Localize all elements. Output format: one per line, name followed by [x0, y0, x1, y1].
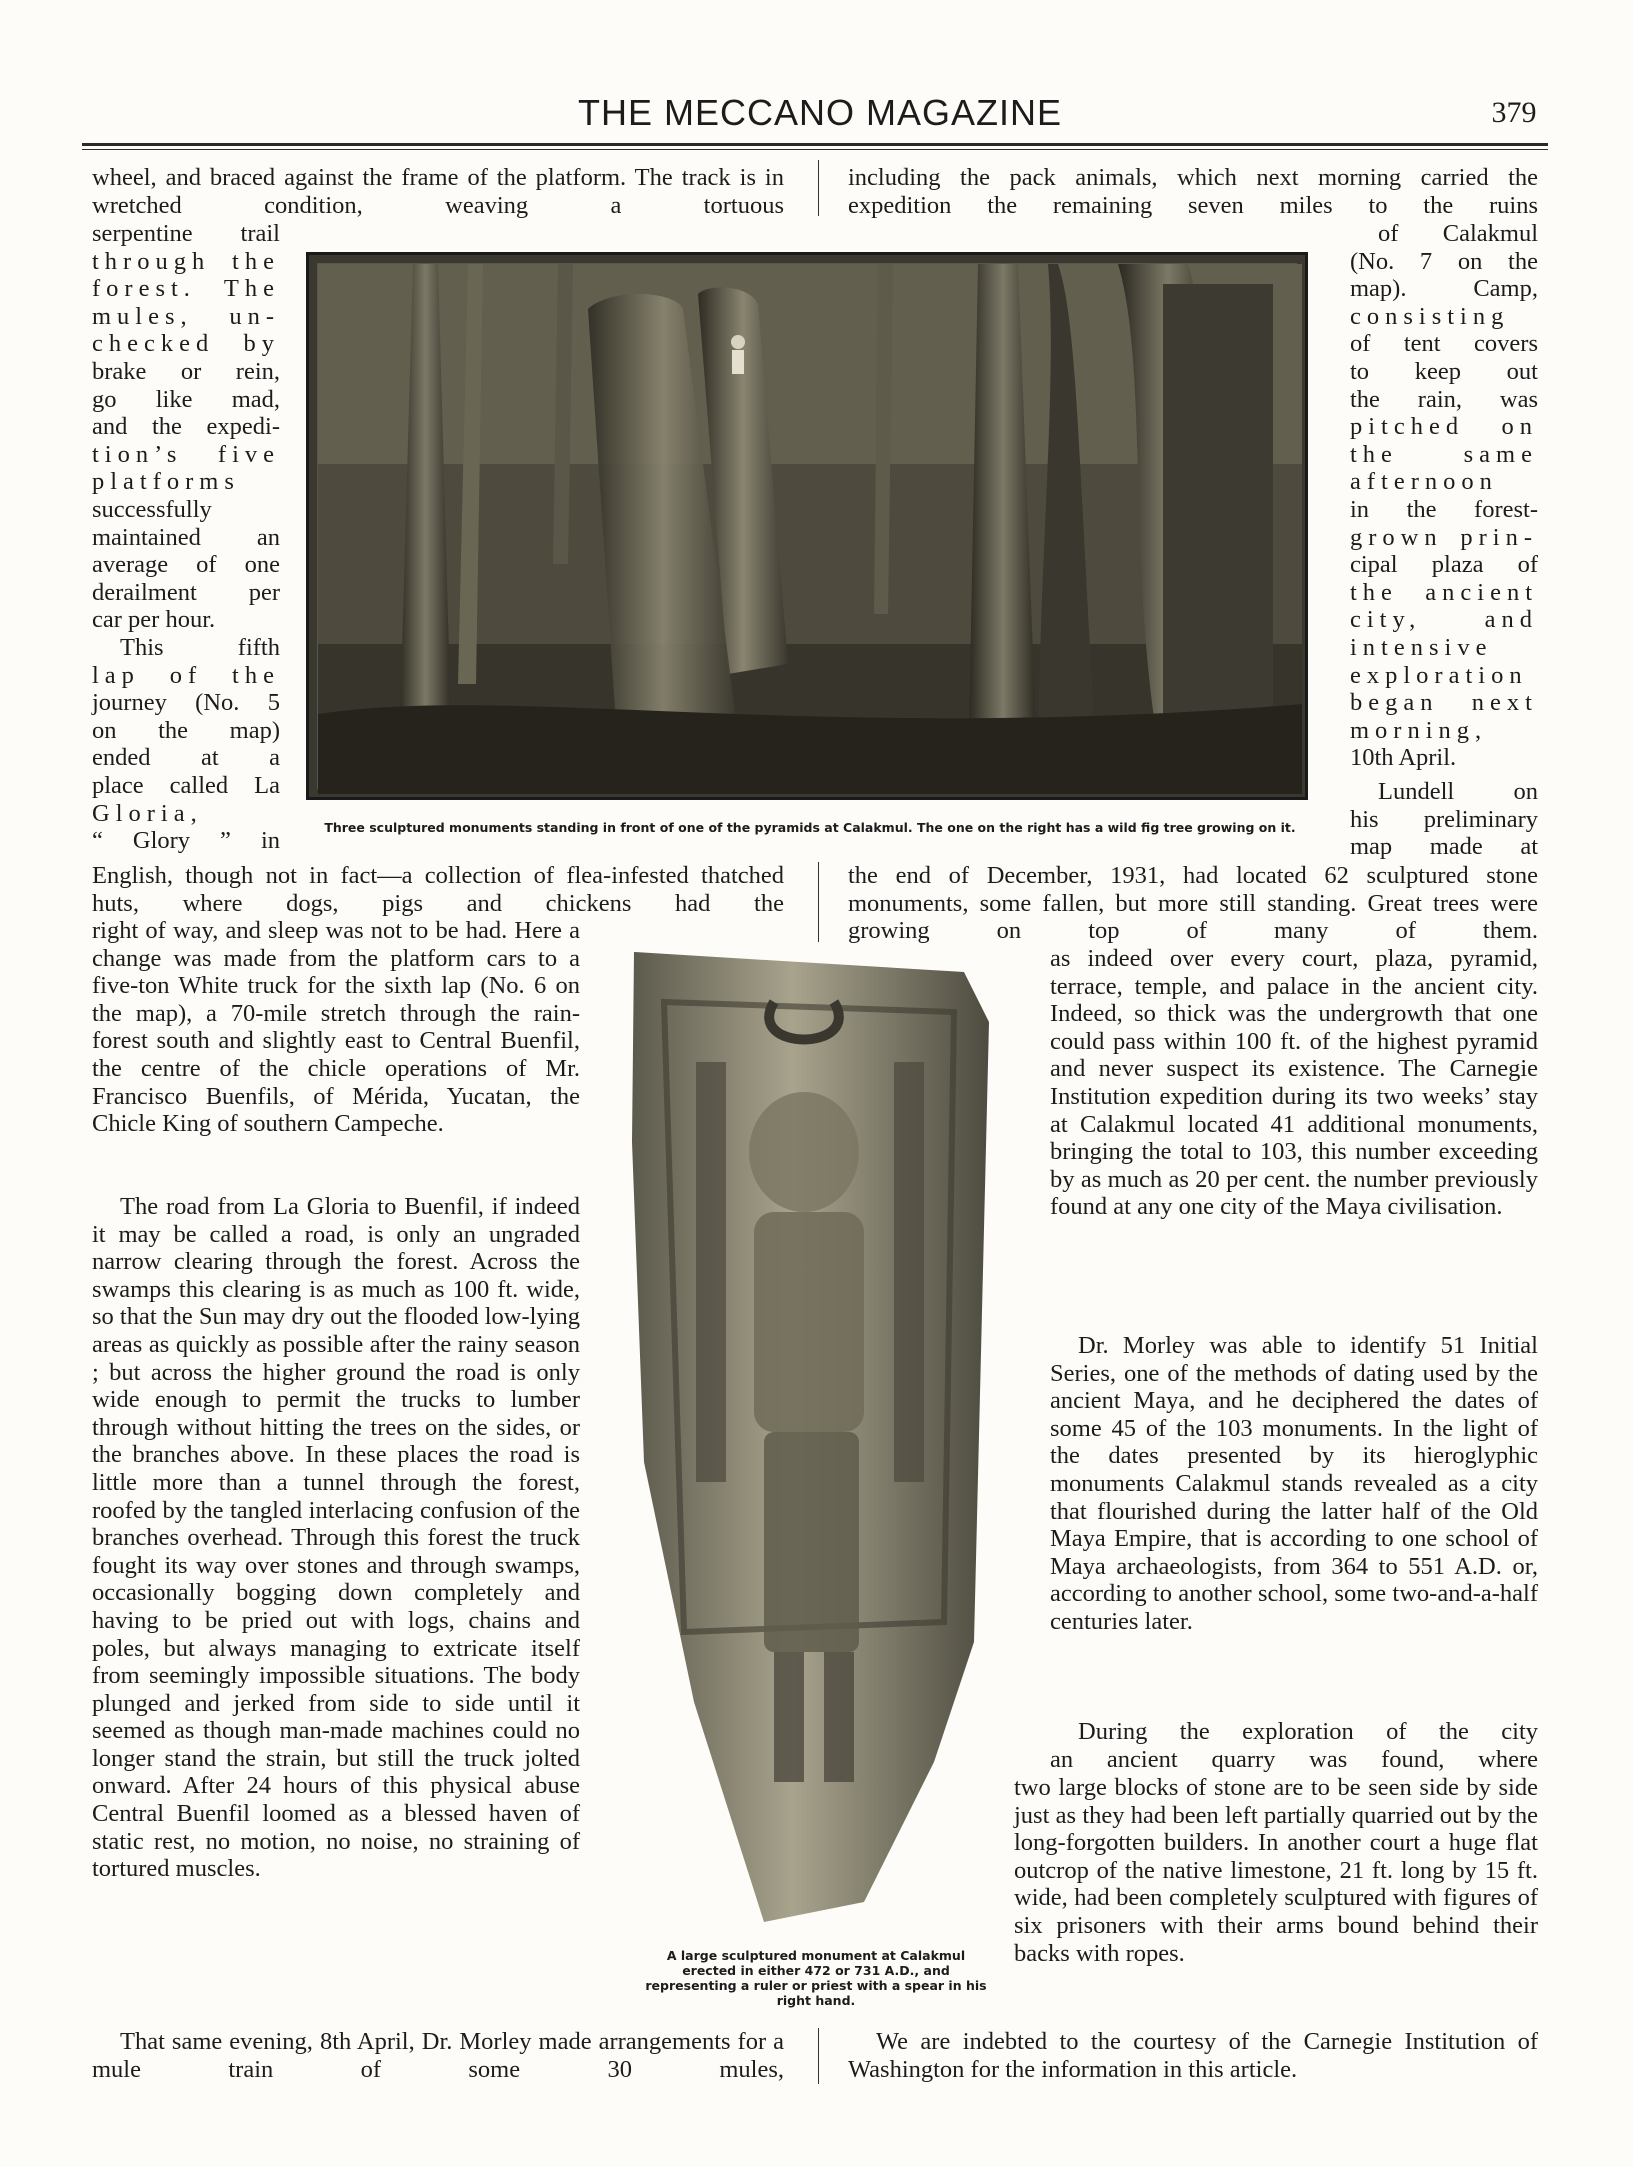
- line: exploration: [1350, 661, 1528, 689]
- right-mid-text-1: as indeed over every court, plaza, pyramid, terrace, temple, and palace in the ancient city. Indeed, so thick was the undergrowth that one could pass within 100 ft. of the highest pyramid and never suspect its existence. The Carnegie Institution expedition during its two weeks’ stay at Calakmul located 41 additional monuments, bringing the total to 103, this number exceeding by as much as 20 per cent. the number previously found at any one city of the Maya civilisation.: [1050, 945, 1538, 1221]
- right-wide-text: the end of December, 1931, had located 62 sculptured stone monuments, some fallen, but more still standing. Great trees were growing on top of many of them.: [848, 862, 1538, 945]
- column-divider-bottom: [818, 2028, 819, 2084]
- photo-calakmul-monuments: [306, 252, 1308, 800]
- forest-illustration: [318, 264, 1302, 794]
- line: in the forest-: [1350, 495, 1538, 523]
- line: This fifth: [120, 634, 280, 661]
- line: the same: [1350, 440, 1538, 468]
- left-wide-text: English, though not in fact—a collection of flea-infested thatched huts, where dogs, pigs and chickens had the: [92, 862, 784, 917]
- line: intensive: [1350, 633, 1493, 661]
- photo-sculptured-stela: [624, 942, 994, 1932]
- line: 10th April.: [1350, 744, 1457, 772]
- line: go like mad,: [92, 385, 280, 413]
- right-narrow-block-1: [1350, 220, 1538, 772]
- line: maintained an: [92, 523, 280, 551]
- line: serpentine trail: [92, 220, 280, 247]
- line: cipal plaza of: [1350, 551, 1538, 579]
- line: ended at a: [92, 744, 280, 772]
- left-narrow-block-2: [92, 634, 280, 855]
- line: afternoon: [1350, 468, 1498, 496]
- header-rule: [82, 143, 1548, 146]
- photo-forest-scene: [317, 263, 1297, 789]
- line: morning,: [1350, 716, 1488, 744]
- line: “ Glory ” in: [92, 827, 280, 855]
- line: checked by: [92, 330, 280, 358]
- photo2-caption: A large sculptured monument at Calakmul erected in either 472 or 731 A.D., and representing a ruler or priest with a spear in his right hand.: [645, 1948, 987, 2008]
- right-mid-text-3c: two large blocks of stone are to be seen side by side just as they had been left partially quarried out by the long-forgotten builders. In another court a huge flat outcrop of the native limestone, 21 ft. long by 15 ft. wide, had been completely sculptured with figures of six prisoners with their arms bound behind their backs with ropes.: [1014, 1774, 1538, 1967]
- line: pitched on: [1350, 413, 1538, 441]
- line: Gloria,: [92, 799, 203, 827]
- line: journey (No. 5: [92, 689, 280, 717]
- line: platforms: [92, 468, 240, 496]
- line: of tent covers: [1350, 330, 1538, 358]
- left-top-text: wheel, and braced against the frame of the platform. The track is in wretched condition, weaving a tortuous: [92, 164, 784, 219]
- left-bottom-text: That same evening, 8th April, Dr. Morley made arrangements for a mule train of some 30 mules,: [92, 2028, 784, 2083]
- line: to keep out: [1350, 357, 1538, 385]
- line: map made at: [1350, 833, 1538, 861]
- left-mid-text-2: The road from La Gloria to Buenfil, if indeed it may be called a road, is only an ungraded narrow clearing through the forest. Across the swamps this clearing is as much as 100 ft. wide, so that the Sun may dry out the flooded low-lying areas as quickly as possible after the rainy season ; but across the higher ground the road is only wide enough to permit the trucks to lumber through without hitting the trees on the sides, or the branches above. In these places the road is little more than a tunnel through the forest, roofed by the tangled interlacing confusion of the branches overhead. Through this forest the truck fought its way over stones and through swamps, occasionally bogging down completely and having to be pried out with logs, chains and poles, but always managing to extricate itself from seemingly impossible situations. The body plunged and jerked from side to side until it seemed as though man-made machines could no longer stand the strain, but still the truck jolted onward. After 24 hours of this physical abuse Central Buenfil loomed as a blessed haven of static rest, no motion, no noise, no straining of tortured muscles.: [92, 1193, 580, 1883]
- line: derailment per: [92, 578, 280, 606]
- right-mid-text-2: Dr. Morley was able to identify 51 Initial Series, one of the methods of dating used by the ancient Maya, and he deciphered the dates of some 45 of the 103 monuments. In the light of the dates presented by its hieroglyphic monuments Calakmul stands revealed as a city that flourished during the latter half of the Old Maya Empire, that is according to one school of Maya archaeologists, from 364 to 551 A.D. or, according to another school, some two-and-a-half centuries later.: [1050, 1332, 1538, 1635]
- column-divider-mid: [818, 862, 819, 942]
- page-number: 379: [1491, 96, 1537, 129]
- line: average of one: [92, 551, 280, 579]
- line: (No. 7 on the: [1350, 247, 1538, 275]
- left-mid-text-1: right of way, and sleep was not to be had. Here a change was made from the platform cars to a five-ton White truck for the sixth lap (No. 6 on the map), a 70-mile stretch through the rain-forest south and slightly east to Central Buenfil, the centre of the chicle operations of Mr. Francisco Buenfils, of Mérida, Yucatan, the Chicle King of southern Campeche.: [92, 917, 580, 1138]
- column-divider-top: [818, 160, 819, 216]
- line: Lundell on: [1378, 778, 1538, 805]
- photo1-caption: Three sculptured monuments standing in front of one of the pyramids at Calakmul. The one on the right has a wild fig tree growing on it.: [324, 820, 1296, 835]
- line: mules, un-: [92, 302, 280, 330]
- right-top-text: including the pack animals, which next morning carried the expedition the remaining seven miles to the ruins: [848, 164, 1538, 219]
- line: grown prin-: [1350, 523, 1538, 551]
- line: place called La: [92, 771, 280, 799]
- line: car per hour.: [92, 606, 216, 634]
- line: on the map): [92, 716, 280, 744]
- header-rule-thin: [82, 149, 1548, 150]
- line: brake or rein,: [92, 357, 280, 385]
- line: tion’s five: [92, 440, 280, 468]
- right-mid-text-3a: During the exploration of the city: [1078, 1718, 1538, 1745]
- line: lap of the: [92, 661, 280, 689]
- line: his preliminary: [1350, 805, 1538, 833]
- right-narrow-block-2: [1350, 778, 1538, 861]
- right-bottom-text: We are indebted to the courtesy of the Carnegie Institution of Washington for the information in this article.: [848, 2028, 1538, 2083]
- line: and the expedi-: [92, 413, 280, 441]
- right-mid-text-3b: an ancient quarry was found, where: [1050, 1746, 1538, 1773]
- line: map). Camp,: [1350, 275, 1538, 303]
- line: the rain, was: [1350, 385, 1538, 413]
- left-narrow-block-1: [92, 220, 280, 634]
- line: city, and: [1350, 606, 1538, 634]
- stela-illustration: [624, 942, 994, 1932]
- line: the ancient: [1350, 578, 1538, 606]
- line: successfully: [92, 495, 212, 523]
- line: through the: [92, 247, 280, 275]
- magazine-title: THE MECCANO MAGAZINE: [577, 92, 1063, 133]
- line: consisting: [1350, 302, 1510, 330]
- line: of Calakmul: [1378, 220, 1538, 247]
- line: began next: [1350, 689, 1538, 717]
- line: forest. The: [92, 275, 280, 303]
